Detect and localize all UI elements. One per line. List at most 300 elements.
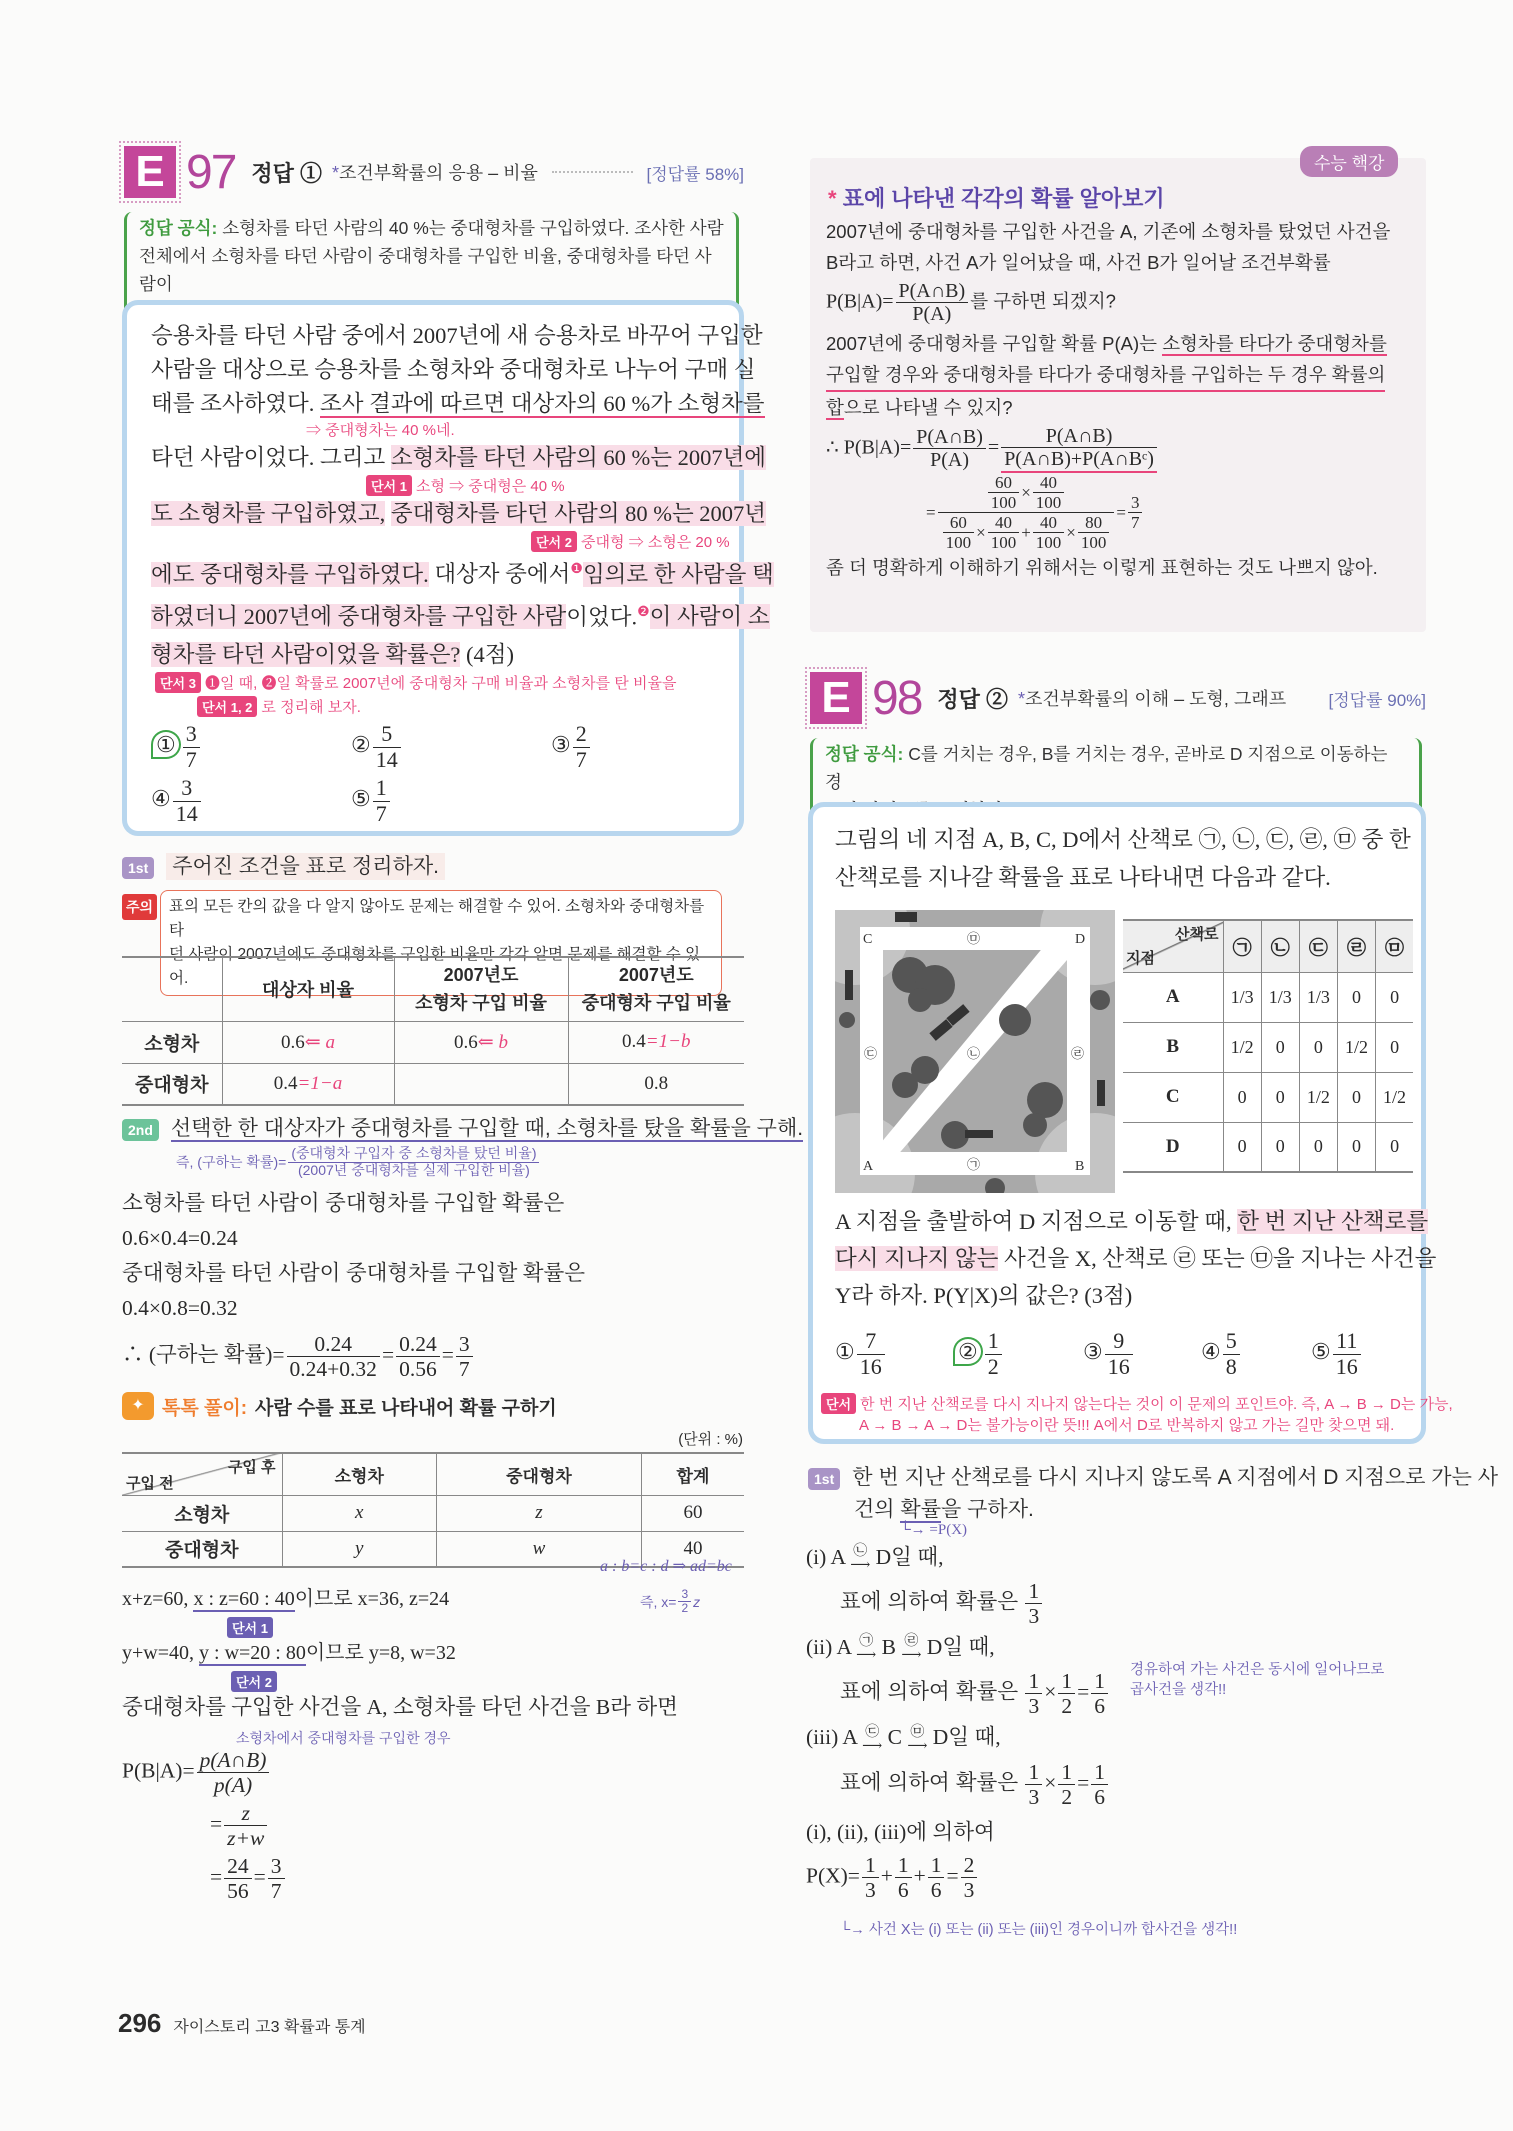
path-label: ㉣ — [904, 1634, 919, 1650]
denominator: 14 — [175, 800, 198, 826]
denominator: 7 — [575, 746, 587, 772]
note-text: 사건 X는 (i) 또는 (ii) 또는 (iii)인 경우이니까 합사건을 생각!! — [868, 1922, 1238, 1938]
cell — [568, 1021, 744, 1063]
note: ⇐ a — [304, 1031, 335, 1053]
denominator: 3 — [1028, 1604, 1040, 1629]
text: 이었다. — [566, 604, 638, 629]
choice-1[interactable] — [835, 1329, 953, 1379]
numerator: 9 — [1105, 1329, 1133, 1355]
choice-3[interactable] — [1083, 1329, 1201, 1379]
numerator: 1 — [1025, 1760, 1042, 1785]
text: C — [887, 1725, 902, 1750]
value: 0.6 — [281, 1031, 305, 1053]
denominator: 14 — [375, 746, 398, 772]
header-subject-ratio: 대상자 비율 — [222, 957, 394, 1021]
col-header: 소형차 — [282, 1453, 437, 1495]
denominator: 6 — [1094, 1784, 1106, 1809]
header-line: 2007년도 — [443, 965, 519, 986]
numerator: 3 — [268, 1854, 285, 1879]
formula-label: 정답 공식: — [139, 218, 218, 238]
text: 건의 — [854, 1498, 901, 1521]
step-badge: 1st — [808, 1468, 840, 1490]
probability-cell: 0 — [1337, 1072, 1375, 1122]
row-label: D — [1165, 1135, 1180, 1157]
e97-problem-box — [122, 300, 774, 836]
point-b-label: B — [1075, 1159, 1085, 1174]
numerator: 1 — [1058, 1669, 1075, 1694]
d: 100 — [1035, 532, 1062, 552]
text: B — [881, 1635, 896, 1660]
cell — [394, 1063, 568, 1105]
formula-label: 정답 공식: — [825, 744, 904, 764]
denominator: 3 — [864, 1877, 876, 1902]
numerator: 1 — [373, 776, 390, 802]
underlined-text: 확률 — [900, 1498, 941, 1521]
numerator: 1 — [895, 1853, 912, 1878]
case-label: (ii) A — [806, 1635, 851, 1660]
denominator: 2 — [987, 1353, 999, 1379]
denominator: z+w — [227, 1826, 265, 1851]
numerator: 0.24 — [287, 1332, 380, 1357]
step2-note — [176, 1146, 541, 1178]
problem-line — [151, 553, 774, 592]
problem-line: 사람을 대상으로 승용차를 소형차와 중대형차로 나누어 구매 실 — [151, 357, 756, 382]
row-label: A — [1165, 986, 1180, 1007]
probability-cell: 0 — [1223, 1072, 1261, 1122]
e98-badge: E — [810, 672, 862, 724]
corner-top: 구입 후 — [227, 1459, 276, 1476]
table-row — [122, 1063, 744, 1105]
park-map-figure — [835, 910, 1115, 1193]
denominator: 3 — [963, 1877, 975, 1902]
text: 이므로 y=8, w=32 — [305, 1642, 456, 1664]
text: 2007년에 중대형차를 구입할 확률 P(A)는 — [826, 332, 1163, 354]
choice-4[interactable] — [1201, 1329, 1311, 1379]
choice-4[interactable] — [151, 776, 351, 826]
cell: z — [535, 1502, 543, 1523]
note-line: 경유하여 가는 사건은 동시에 일어나므로 — [1130, 1662, 1385, 1678]
text: 표에 의하여 확률은 — [840, 1770, 1019, 1795]
d: 100 — [945, 532, 972, 552]
equals: = — [210, 1864, 223, 1889]
text: y+w=40, — [122, 1642, 200, 1664]
case-label: (iii) A — [806, 1725, 857, 1750]
point-c-label: C — [863, 932, 873, 947]
topic — [332, 159, 538, 185]
text: 표에 의하여 확률은 — [840, 1679, 1019, 1704]
value: 0.6 — [454, 1031, 478, 1053]
tip-header — [122, 1392, 557, 1420]
topic — [1018, 685, 1286, 711]
choice-3[interactable] — [551, 722, 721, 772]
point-a-label: A — [863, 1159, 874, 1174]
denominator: 7 — [1130, 512, 1140, 532]
note: =1−b — [645, 1031, 691, 1052]
probability-cell: 1/3 — [1261, 972, 1299, 1022]
arrow-icon: └→ — [840, 1922, 869, 1938]
denominator: P(A) — [930, 449, 970, 472]
cell: 60 — [641, 1495, 744, 1531]
asterisk: * — [1018, 689, 1026, 709]
denominator: 2 — [681, 1601, 689, 1616]
solution-line: 0.4×0.8=0.32 — [122, 1296, 238, 1320]
unit-label: (단위 : %) — [678, 1431, 743, 1448]
numerator: 3 — [183, 722, 200, 748]
problem-line — [151, 638, 721, 672]
choice-number: ③ — [1083, 1339, 1103, 1365]
problem-text — [835, 821, 1411, 897]
text: 타던 사람이었다. 그리고 — [151, 445, 391, 470]
denominator: (2007년 중대형차를 실제 구입한 비율) — [297, 1161, 530, 1178]
d: 100 — [1080, 532, 1107, 552]
caution-line: 던 사람이 2007년에도 중대형차를 구입한 비율만 각각 알면 문제를 해결할 수 있어. — [169, 946, 701, 987]
highlighted-text: 에도 중대형차를 구입하였다. — [151, 561, 429, 587]
text-line: B라고 하면, 사건 A가 일어났을 때, 사건 B가 일어날 조건부확률 — [826, 252, 1331, 273]
problem-line — [151, 441, 767, 475]
note: 소형차에서 중대형차를 구입한 경우 — [236, 1730, 451, 1746]
e97-badge: E — [124, 146, 176, 198]
highlighted-text: 소형차를 타던 사람의 60 %는 2007년에 — [390, 445, 767, 470]
highlighted-text: 형차를 타던 사람이었을 확률은? — [151, 642, 461, 667]
case-prob: 표에 의하여 확률은 $\frac{1}{3}$ × $\frac{1}{2}$ = $\frac{1}{6}$ — [806, 1669, 1110, 1718]
step-text: 주어진 조건을 표로 정리하자. — [166, 853, 445, 880]
note-prefix: 즉, (구하는 확률)= — [176, 1154, 287, 1171]
d: 100 — [1035, 492, 1062, 512]
topic-text: 조건부확률의 이해 – 도형, 그래프 — [1025, 689, 1287, 709]
text: D일 때, — [926, 1635, 995, 1660]
highlighted-text: 임의로 한 사람을 택 — [582, 561, 774, 587]
solution-line: 중대형차를 타던 사람이 중대형차를 구입할 확률은 — [122, 1261, 586, 1285]
denominator: 7 — [458, 1357, 470, 1382]
d: 100 — [990, 492, 1017, 512]
tip-title: 사람 수를 표로 나타내어 확률 구하기 — [255, 1397, 557, 1419]
header-line: 소형차 구입 비율 — [415, 993, 547, 1014]
point-d-label: D — [1075, 932, 1086, 947]
numerator: 3 — [678, 1588, 691, 1602]
choice-number: ⑤ — [351, 786, 371, 812]
numerator: 3 — [173, 776, 201, 802]
answer-label: 정답 ① — [251, 160, 323, 186]
step1-note — [900, 1522, 967, 1539]
text: z — [693, 1593, 701, 1610]
choice-number: ② — [351, 732, 371, 758]
clue-tag: 단서 3 — [155, 672, 201, 693]
arrow-icon: ⟶ — [901, 1648, 922, 1664]
table-row — [122, 1495, 744, 1531]
step-badge: 1st — [122, 857, 154, 879]
formula-line: 소형차를 타던 사람의 40 %는 중대형차를 구입하였다. 조사한 사람 — [222, 218, 724, 238]
probability-cell: 0 — [1223, 1122, 1261, 1172]
probability-cell: 0 — [1299, 1022, 1337, 1072]
numerator: P(A∩B) — [913, 426, 986, 449]
cell — [394, 1021, 568, 1063]
note: =1−a — [297, 1072, 343, 1094]
points: (4점) — [460, 642, 515, 667]
path-label: ㉡ — [853, 1544, 868, 1560]
formula: ∴ P(B|A)= $\frac{P(A\cap B)}{P(A)}$ = $\frac{P(A\cap B)}{\text{P(A∩B)+P(A∩Bᶜ)}}$ — [826, 425, 1390, 473]
text: 를 구하면 되겠지? — [970, 290, 1116, 312]
choice-number: ③ — [551, 732, 571, 758]
note-text: =P(X) — [929, 1522, 968, 1538]
choice-2[interactable] — [953, 1329, 1083, 1379]
denominator: 2 — [1061, 1694, 1073, 1719]
step-text: 선택한 한 대상자가 중대형차를 구입할 때, 소형차를 탔을 확률을 구해. — [170, 1117, 804, 1140]
step2-body — [122, 1186, 585, 1381]
problem-number: 98 — [872, 671, 922, 725]
numerator: 1 — [985, 1329, 1002, 1355]
probability-cell: 0 — [1261, 1122, 1299, 1172]
proportion-note: a : b=c : d ⇒ ad=bc — [600, 1558, 732, 1575]
e97-header — [124, 146, 744, 198]
n: 80 — [1078, 513, 1110, 533]
e98-problem-box — [808, 802, 1453, 1444]
numerator: 0.24 — [396, 1332, 440, 1357]
value: 0.4 — [273, 1072, 298, 1094]
path-label: ㉠ — [859, 1634, 874, 1650]
text-line: 2007년에 중대형차를 구입한 사건을 A, 기존에 소형차를 탔었던 사건을 — [826, 221, 1391, 242]
side-title — [828, 182, 1165, 213]
tip-eq3: 중대형차를 구입한 사건을 A, 소형차를 타던 사건을 B라 하면 — [122, 1695, 678, 1719]
ratio: y : w=20 : 80 — [199, 1642, 306, 1664]
numerator: 1 — [1091, 1669, 1108, 1694]
text: P(X)= — [806, 1863, 860, 1888]
numerator: 5 — [1223, 1329, 1240, 1355]
probability-cell: 1/2 — [1299, 1072, 1337, 1122]
numerator: 2 — [961, 1853, 978, 1878]
tip-table — [122, 1452, 744, 1568]
path-3-label: ㉢ — [864, 1046, 878, 1061]
annotation — [151, 475, 721, 497]
note: ⇐ b — [477, 1031, 508, 1053]
numerator: 7 — [857, 1329, 885, 1355]
numerator: p(A∩B) — [197, 1748, 270, 1773]
denominator: p(A) — [213, 1773, 253, 1798]
choice-number: ⑤ — [1311, 1339, 1331, 1365]
value: 0.4 — [622, 1031, 646, 1052]
numerator: 11 — [1333, 1329, 1361, 1355]
text: A 지점을 출발하여 D 지점으로 이동할 때, — [835, 1209, 1238, 1234]
highlighted-text: 도 소형차를 구입하였고, — [151, 501, 386, 526]
probability-cell: 0 — [1337, 1122, 1375, 1172]
corner-header — [1123, 920, 1223, 972]
highlighted-text: 중대형차를 타던 사람의 80 %는 2007년 — [390, 501, 767, 526]
book-title: 자이스토리 고3 확률과 통계 — [173, 2019, 366, 2036]
path-label: ㉤ — [910, 1724, 925, 1740]
header-empty — [122, 957, 222, 1021]
path-1-label: ㉠ — [967, 1157, 981, 1172]
text: x+z=60, — [122, 1588, 194, 1610]
annotation-text: 로 정리해 보자. — [261, 699, 361, 716]
problem-line — [151, 497, 767, 531]
n: 60 — [988, 473, 1020, 493]
cell — [222, 1063, 394, 1105]
conditional-probability-derivation — [122, 1748, 287, 1903]
numerator: P(A∩B) — [896, 280, 969, 303]
text: ∴ P(B|A)= — [826, 436, 912, 459]
caution-badge: 주의 — [122, 894, 157, 920]
e98-step1 — [808, 1462, 1498, 1526]
annotation — [151, 672, 721, 694]
highlighted-text: 하였더니 2007년에 중대형차를 구입한 사람 — [151, 604, 567, 629]
answer-choices — [835, 1329, 1411, 1379]
formula — [826, 280, 1390, 326]
text: 이므로 x=36, z=24 — [294, 1588, 450, 1610]
case-prob — [806, 1579, 1110, 1628]
numerator: 1 — [1025, 1579, 1042, 1604]
col-header: ㉢ — [1299, 920, 1337, 972]
header-large-car — [568, 957, 744, 1021]
denominator: 7 — [375, 800, 387, 826]
numerator: 1 — [1025, 1669, 1042, 1694]
step-badge: 2nd — [122, 1119, 159, 1141]
probability-cell: 0 — [1376, 1022, 1413, 1072]
case-3 — [806, 1722, 1110, 1753]
clue-tag: 단서 — [821, 1393, 856, 1414]
clue-tag: 단서 1 — [227, 1617, 273, 1638]
denominator: 6 — [1094, 1694, 1106, 1719]
row-label: 소형차 — [144, 1033, 200, 1055]
n: 40 — [1033, 513, 1065, 533]
tip-label: 톡톡 풀이: — [162, 1397, 248, 1419]
numerator: 1 — [928, 1853, 945, 1878]
probability-cell: 0 — [1337, 972, 1375, 1022]
magic-wand-icon: ✦ — [122, 1392, 154, 1420]
choice-2[interactable] — [351, 722, 551, 772]
numerator: 1 — [1091, 1760, 1108, 1785]
path-label: ㉢ — [865, 1724, 880, 1740]
problem-number: 97 — [186, 145, 236, 199]
problem-line — [151, 387, 765, 421]
answer-choices — [151, 722, 721, 827]
header-line: 중대형차 구입 비율 — [581, 993, 731, 1014]
path-2-label: ㉡ — [967, 1046, 981, 1061]
probability-cell: 0 — [1261, 1072, 1299, 1122]
col-header: ㉤ — [1376, 920, 1413, 972]
case-2 — [806, 1632, 1110, 1663]
col-header: ㉠ — [1223, 920, 1261, 972]
dotted-leader — [552, 171, 633, 173]
probability-cell: 1/3 — [1223, 972, 1261, 1022]
header-line: 2007년도 — [618, 965, 694, 986]
choice-number: ④ — [151, 786, 171, 812]
probability-cell: 1/2 — [1337, 1022, 1375, 1072]
question-text — [835, 1203, 1436, 1314]
text-line: 좀 더 명확하게 이해하기 위해서는 이렇게 표현하는 것도 나쁘지 않아. — [826, 556, 1378, 578]
table-row — [1123, 1072, 1413, 1122]
denominator: 3 — [1028, 1784, 1040, 1809]
text: D일 때, — [875, 1545, 944, 1569]
denominator: 7 — [270, 1879, 282, 1904]
numerator: 1 — [1058, 1760, 1075, 1785]
problem-line — [151, 596, 770, 635]
probability-cell: 0 — [1261, 1022, 1299, 1072]
marker-2: ❷ — [637, 604, 650, 620]
denominator: 16 — [1107, 1353, 1130, 1379]
clue-tag: 단서 2 — [231, 1671, 277, 1692]
walkway-probability-table — [1123, 919, 1413, 1173]
e97-step1 — [122, 850, 445, 880]
choice-number: ④ — [1201, 1339, 1221, 1365]
arrow-icon: └→ — [900, 1522, 930, 1538]
denominator: 0.24+0.32 — [289, 1357, 377, 1382]
table-row — [122, 1021, 744, 1063]
correct-rate: [정답률 90%] — [1328, 690, 1426, 710]
denominator: 16 — [859, 1353, 882, 1379]
choice-5[interactable] — [351, 776, 551, 826]
note-line: 곱사건을 생각!! — [1130, 1682, 1227, 1698]
case-label: (i) A — [806, 1545, 845, 1569]
col-header: 합계 — [641, 1453, 744, 1495]
cell — [568, 1063, 744, 1105]
clue-tag: 단서 1, 2 — [197, 696, 257, 717]
denominator: 6 — [897, 1877, 909, 1902]
text: 을 구하자. — [941, 1498, 1034, 1521]
choice-1[interactable] — [151, 722, 351, 772]
numeric-formula: = $\frac{60}{100}$ × $\frac{40}{100}$ $\frac{60}{100}$ × $\frac{40}{100}$ + $\frac{40}{100}$ × $\frac{80}{100}$ = $\frac{3}{7}$ — [826, 473, 1390, 552]
numerator: 3 — [1128, 493, 1143, 513]
highlighted-text: 이 사람이 소 — [649, 604, 770, 629]
tip-eq1 — [122, 1582, 449, 1616]
selected-choice-mark: ② — [953, 1337, 983, 1366]
cell: x — [355, 1502, 364, 1523]
conclusion: (i), (ii), (iii)에 의하여 — [806, 1819, 995, 1844]
text: 즉, x= — [640, 1593, 677, 1610]
numerator: 3 — [456, 1332, 473, 1357]
correct-rate: [정답률 58%] — [646, 164, 744, 184]
corner-top: 산책로 — [1175, 926, 1219, 943]
choice-number: ① — [835, 1339, 855, 1365]
asterisk: * — [828, 186, 837, 211]
page-number: 296 — [118, 2008, 162, 2038]
choice-5[interactable] — [1311, 1329, 1411, 1379]
page-footer — [118, 2008, 366, 2039]
highlighted-text: 한 번 지난 산책로를 — [1237, 1209, 1429, 1234]
hint — [821, 1393, 1453, 1436]
denominator: 2 — [1061, 1784, 1073, 1809]
text: D일 때, — [932, 1725, 1001, 1750]
annotation — [151, 531, 730, 553]
corner-bottom: 지점 — [1126, 949, 1155, 967]
table-row — [1123, 1022, 1413, 1072]
text: ∴ (구하는 확률)= — [122, 1342, 285, 1367]
formula-line: 전체에서 소형차를 타던 사람이 중대형차를 구입한 비율, 중대형차를 타던 사람이 — [139, 246, 712, 294]
clue-tag: 단서 2 — [531, 531, 577, 552]
marker-1: ❶ — [570, 562, 583, 577]
denominator: 3 — [1028, 1694, 1040, 1719]
text: 대상자 중에서 — [428, 561, 571, 587]
denominator: 0.56 — [399, 1357, 437, 1382]
final-equation: ∴ (구하는 확률)= $\frac{0.24}{0.24+0.32}$ = $\frac{0.24}{0.56}$ = $\frac{3}{7}$ — [122, 1332, 585, 1381]
arrow-icon: ⟶ — [862, 1738, 883, 1754]
underlined-text: 조사 결과에 따르면 대상자의 60 %가 소형차를 — [320, 391, 765, 416]
asterisk: * — [332, 163, 340, 183]
e97-condition-table — [122, 956, 744, 1106]
answer-label: 정답 ② — [937, 686, 1009, 712]
annotation — [151, 696, 721, 718]
row-label: B — [1166, 1036, 1180, 1057]
text: Y라 하자. P(Y|X)의 값은? (3점) — [835, 1283, 1133, 1308]
product-event-note — [1130, 1660, 1384, 1700]
header-small-car — [394, 957, 568, 1021]
suneung-lecture-badge: 수능 핵강 — [1300, 146, 1398, 177]
numerator: z — [224, 1801, 267, 1826]
denominator: 6 — [930, 1877, 942, 1902]
e97-step2 — [122, 1112, 803, 1142]
table-row — [1123, 972, 1413, 1022]
corner-bottom: 구입 전 — [126, 1474, 174, 1492]
text: 표에 의하여 확률은 — [840, 1589, 1019, 1614]
denominator: 7 — [185, 746, 197, 772]
